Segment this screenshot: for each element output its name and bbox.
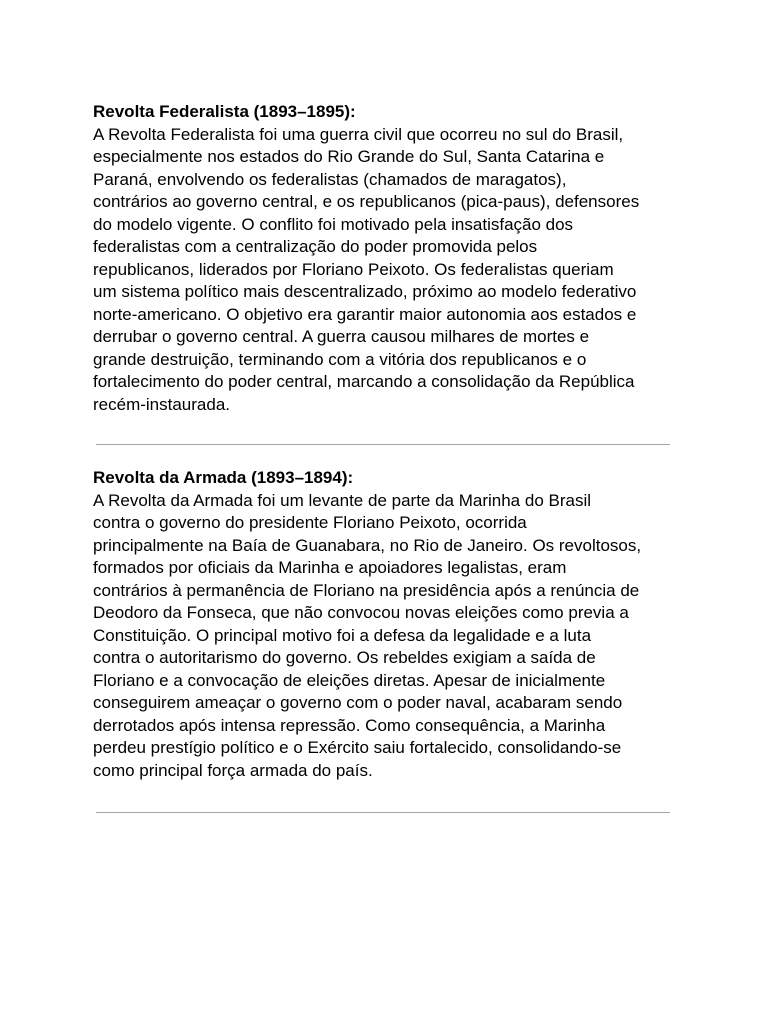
- body-line: A Revolta da Armada foi um levante de parte da Marinha do Brasil: [93, 490, 592, 510]
- section-divider: [96, 812, 670, 813]
- body-line: norte-americano. O objetivo era garantir maior autonomia aos estados e: [93, 304, 637, 324]
- section-heading: Revolta da Armada (1893–1894):: [93, 468, 354, 487]
- section-revolta-da-armada: [93, 467, 683, 782]
- body-line: contra o governo do presidente Floriano Peixoto, ocorrida: [93, 513, 527, 532]
- body-line: Constituição. O principal motivo foi a defesa da legalidade e a luta: [93, 625, 592, 645]
- body-line: A Revolta Federalista foi uma guerra civil que ocorreu no sul do Brasil,: [93, 124, 624, 144]
- body-line: perdeu prestígio político e o Exército saiu fortalecido, consolidando-se: [93, 738, 622, 757]
- body-line: federalistas com a centralização do poder promovida pelos: [93, 237, 538, 256]
- body-line: grande destruição, terminando com a vitória dos republicanos e o: [93, 349, 587, 369]
- body-line: derrotados após intensa repressão. Como consequência, a Marinha: [93, 715, 606, 735]
- body-line: derrubar o governo central. A guerra causou milhares de mortes e: [93, 327, 590, 346]
- body-line: especialmente nos estados do Rio Grande do Sul, Santa Catarina e: [93, 147, 605, 166]
- body-line: do modelo vigente. O conflito foi motivado pela insatisfação dos: [93, 214, 574, 234]
- body-line: Floriano e a convocação de eleições diretas. Apesar de inicialmente: [93, 670, 606, 690]
- body-line: fortalecimento do poder central, marcando a consolidação da República: [93, 372, 635, 391]
- body-line: um sistema político mais descentralizado, próximo ao modelo federativo: [93, 282, 637, 301]
- section-body: [93, 124, 683, 417]
- body-line: republicanos, liderados por Floriano Peixoto. Os federalistas queriam: [93, 259, 614, 279]
- body-line: contrários à permanência de Floriano na presidência após a renúncia de: [93, 580, 640, 600]
- section-revolta-federalista: [93, 101, 683, 416]
- body-line: conseguirem ameaçar o governo com o poder naval, acabaram sendo: [93, 693, 623, 712]
- body-line: Deodoro da Fonseca, que não convocou novas eleições como previa a: [93, 603, 629, 622]
- section-divider: [96, 444, 670, 445]
- section-heading: Revolta Federalista (1893–1895):: [93, 102, 356, 121]
- body-line: contrários ao governo central, e os republicanos (pica-paus), defensores: [93, 192, 640, 211]
- body-line: formados por oficiais da Marinha e apoiadores legalistas, eram: [93, 558, 567, 577]
- body-line: contra o autoritarismo do governo. Os rebeldes exigiam a saída de: [93, 648, 596, 667]
- body-line: Paraná, envolvendo os federalistas (chamados de maragatos),: [93, 169, 567, 189]
- section-body: [93, 490, 683, 783]
- body-line: principalmente na Baía de Guanabara, no Rio de Janeiro. Os revoltosos,: [93, 535, 642, 555]
- body-line: como principal força armada do país.: [93, 760, 373, 780]
- body-line: recém-instaurada.: [93, 394, 231, 414]
